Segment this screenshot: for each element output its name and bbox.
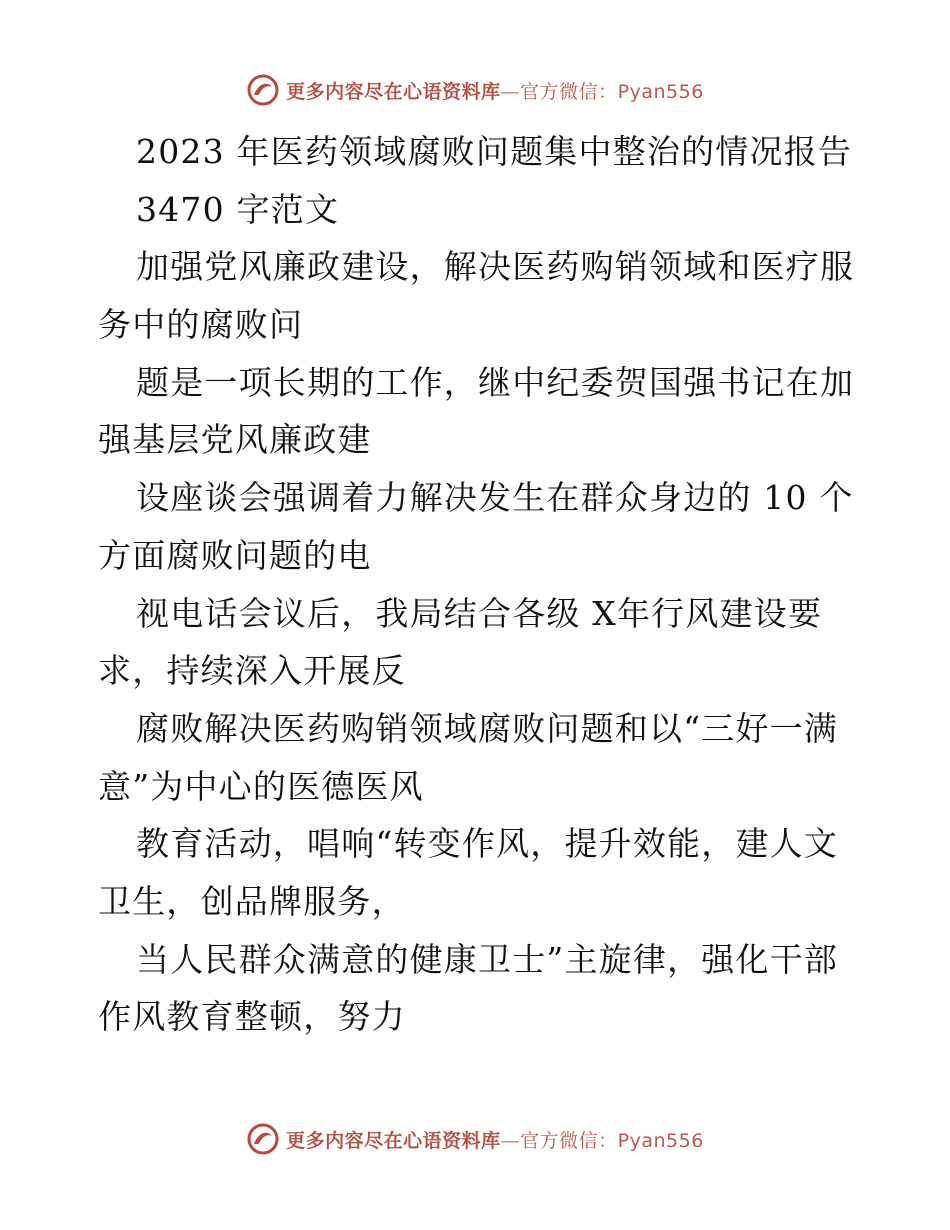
paragraph-line: 求，持续深入开展反	[98, 651, 406, 691]
paragraph-line: 作风教育整顿，努力	[98, 997, 406, 1037]
pen-swirl-logo-icon	[246, 1122, 280, 1156]
watermark-text: 更多内容尽在心语资料库—官方微信：Pyan556	[286, 80, 704, 103]
document-title-line-1: 2023 年医药领域腐败问题集中整治的情况报告	[136, 132, 853, 171]
paragraph-line: 教育活动，唱响“转变作风，提升效能，建人文	[136, 824, 839, 864]
paragraph-line: 方面腐败问题的电	[98, 535, 372, 575]
paragraph-line: 意”为中心的医德医风	[98, 766, 424, 806]
paragraph-line: 卫生，创品牌服务，	[98, 881, 406, 921]
document-body	[98, 123, 858, 1046]
paragraph-line: 加强党风廉政建设，解决医药购销领域和医疗服	[136, 247, 855, 287]
watermark-text: 更多内容尽在心语资料库—官方微信：Pyan556	[286, 1129, 704, 1152]
header-watermark	[0, 70, 950, 110]
pen-swirl-logo-icon	[246, 73, 280, 107]
paragraph-line: 强基层党风廉政建	[98, 420, 372, 460]
paragraph-line: 题是一项长期的工作，继中纪委贺国强书记在加	[136, 362, 855, 402]
paragraph-line: 腐败解决医药购销领域腐败问题和以“三好一满	[136, 708, 839, 748]
footer-watermark	[0, 1119, 950, 1159]
paragraph-line: 设座谈会强调着力解决发生在群众身边的 10 个	[136, 478, 854, 518]
paragraph-line: 视电话会议后，我局结合各级 X年行风建设要	[136, 593, 823, 633]
paragraph-line: 当人民群众满意的健康卫士”主旋律，强化干部	[136, 939, 839, 979]
paragraph-line: 务中的腐败问	[98, 305, 304, 345]
document-title-line-2: 3470 字范文	[136, 189, 340, 229]
